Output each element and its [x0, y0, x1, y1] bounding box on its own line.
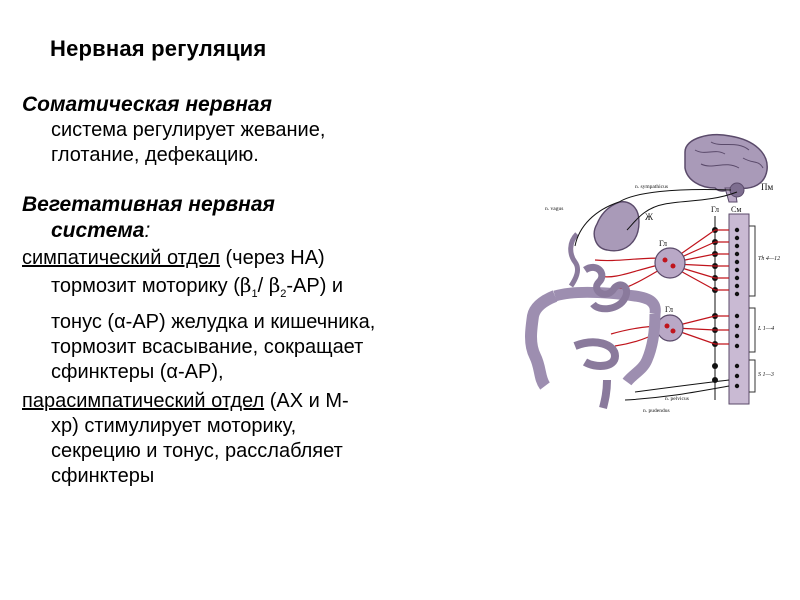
spacer — [22, 168, 492, 192]
label-n-sympathicus: n. sympathicus — [635, 184, 668, 190]
label-s: S 1—3 — [758, 372, 774, 378]
label-gl-mid: Гл — [659, 239, 668, 248]
parasympathetic-link[interactable]: парасимпатический отдел — [22, 390, 265, 412]
sympathetic-line-3: тонус (α-АР) желудка и кишечника, — [51, 311, 376, 333]
beta-2-symbol: β — [268, 273, 281, 297]
somatic-heading: Соматическая нервная — [22, 93, 272, 116]
label-gl-low: Гл — [665, 305, 674, 314]
label-zh: Ж — [645, 212, 654, 222]
autonomic-heading-colon: : — [144, 219, 151, 242]
parasympathetic-line-2: хр) стимулирует моторику, — [51, 415, 297, 437]
label-pm: Пм — [761, 182, 774, 192]
parasympathetic-line-3: секрецию и тонус, расслабляет — [51, 440, 343, 462]
autonomic-innervation-diagram — [515, 130, 785, 420]
digestive-tract — [531, 202, 655, 408]
autonomic-heading-word: система — [51, 219, 145, 242]
brain-illustration — [685, 135, 767, 202]
somatic-text-line-1: система регулирует жевание, — [51, 119, 326, 141]
sympathetic-line-1-rest: (через НА) — [219, 247, 325, 269]
somatic-text-line-2: глотание, дефекацию. — [51, 144, 259, 166]
label-gl-top: Гл — [711, 205, 720, 214]
slide-title: Нервная регуляция — [50, 36, 267, 61]
sympathetic-line-2 — [22, 273, 492, 307]
label-n-vagus: n. vagus — [545, 206, 564, 212]
autonomic-heading-line-2 — [22, 218, 492, 244]
label-sm: См — [731, 205, 742, 214]
spinal-cord — [729, 214, 755, 404]
beta-1-symbol: β — [239, 273, 252, 297]
label-l: L 1—4 — [758, 326, 775, 332]
sympathetic-paragraph — [22, 246, 492, 385]
beta-1-subscript: 1 — [251, 288, 258, 300]
text-block — [22, 92, 492, 489]
pons-medulla-node — [730, 183, 744, 197]
vagus-fiber — [619, 190, 731, 203]
sigmoid-colon — [575, 342, 615, 366]
sympathetic-line-4: тормозит всасывание, сокращает — [51, 336, 364, 358]
ganglion-celiac — [655, 248, 685, 278]
descending-colon — [627, 314, 655, 382]
sympathetic-line-5: сфинктеры (α-АР), — [51, 361, 224, 383]
sympathicus-fiber — [627, 192, 737, 230]
sympathetic-link[interactable]: симпатический отдел — [22, 247, 220, 269]
sympathetic-line-2-post: -АР) и — [286, 275, 344, 297]
beta-2-subscript: 2 — [280, 288, 287, 300]
autonomic-heading-line-1: Вегетативная нервная — [22, 193, 275, 216]
ascending-colon — [531, 296, 555, 386]
parasympathetic-paragraph — [22, 389, 492, 489]
sympathetic-line-2-pre: тормозит моторику ( — [51, 275, 240, 297]
stomach — [594, 202, 639, 251]
parasympathetic-line-4: сфинктеры — [51, 465, 155, 487]
ganglion-mesenteric — [657, 315, 683, 341]
label-n-pelvicus: n. pelvicus — [665, 396, 689, 402]
diagram-svg — [515, 130, 785, 420]
label-n-pudendus: n. pudendus — [643, 408, 670, 414]
parasympathetic-line-1-rest: (АХ и М- — [264, 390, 349, 412]
rectum — [603, 380, 607, 408]
label-th: Th 4—12 — [758, 256, 781, 262]
slash: / — [257, 275, 269, 297]
